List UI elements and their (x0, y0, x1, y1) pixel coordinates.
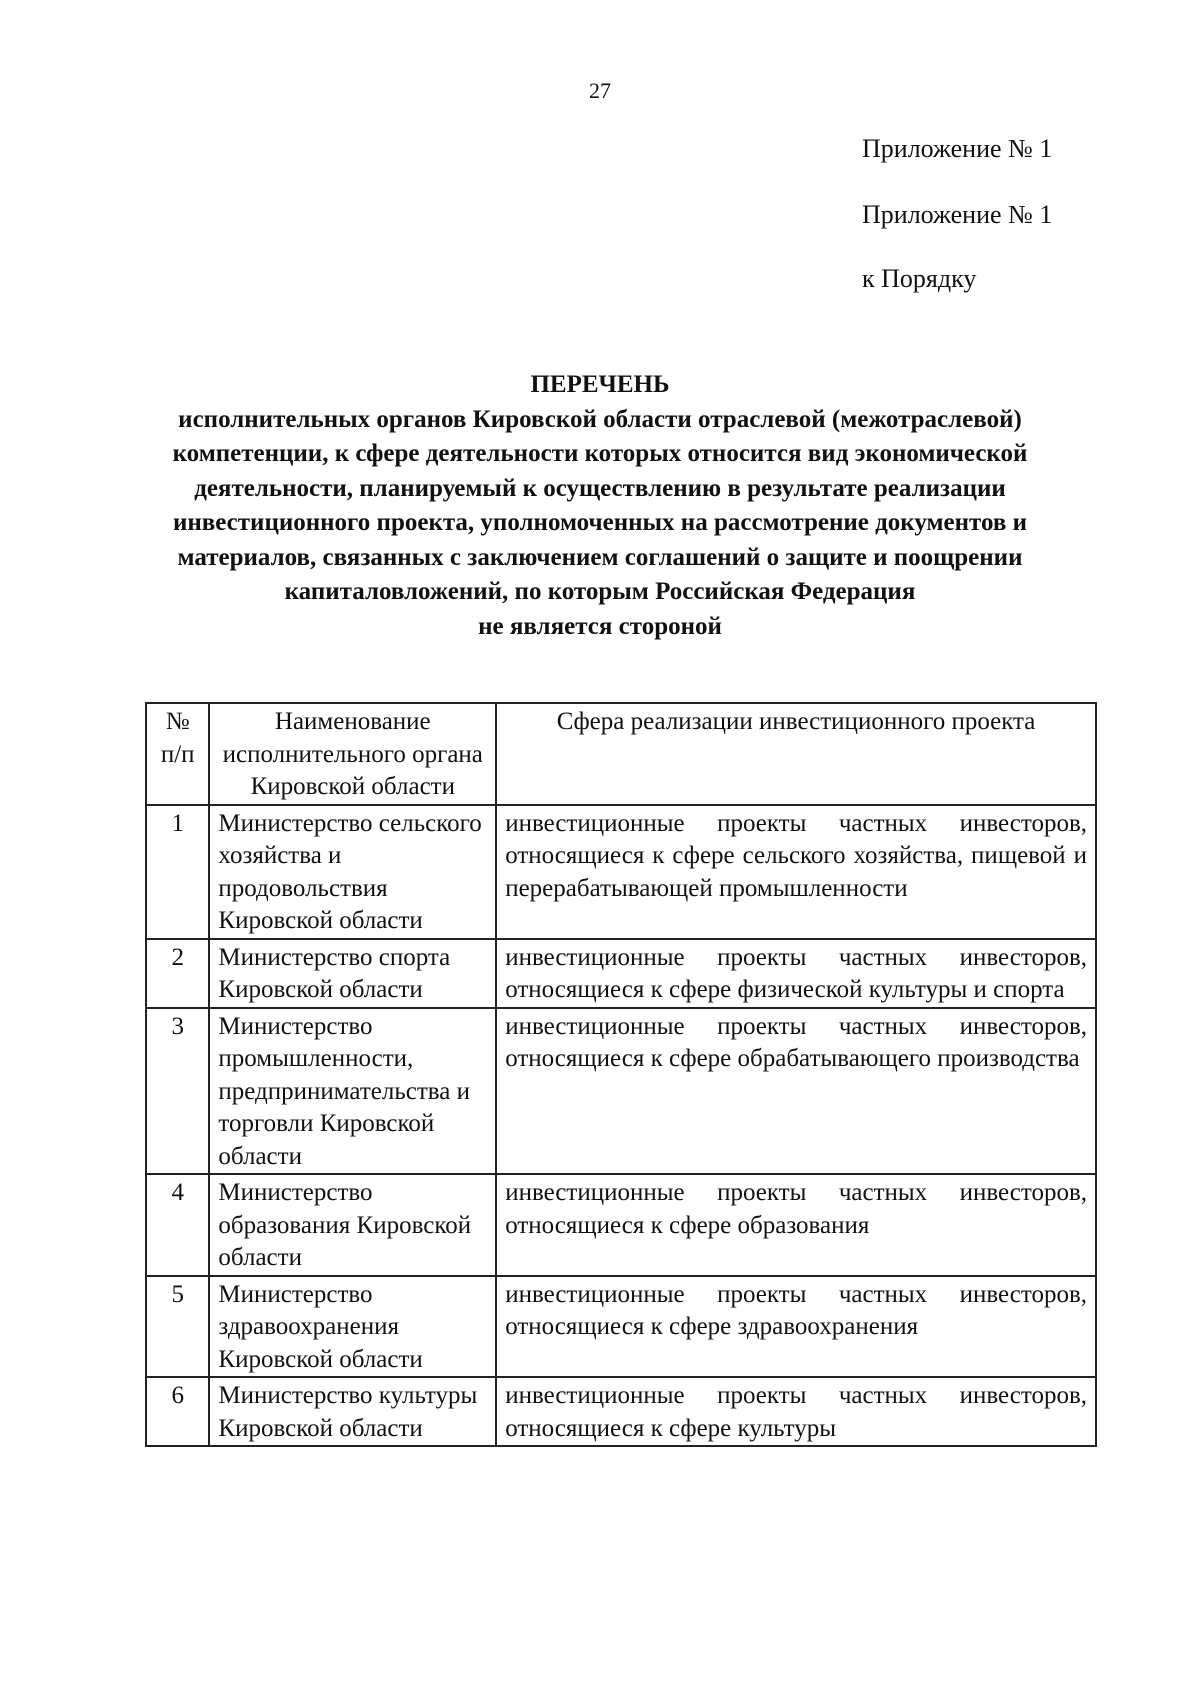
cell-sphere: инвестиционные проекты частных инвесторов, относящиеся к сфере культуры (496, 1377, 1096, 1446)
table-row (146, 1174, 1096, 1276)
cell-num: 2 (146, 939, 209, 1008)
title-line: исполнительных органов Кировской области отраслевой (межотраслевой) (178, 405, 1022, 433)
cell-name: Министерство сельского хозяйства и продовольствия Кировской области (209, 805, 496, 939)
cell-name: Министерство образования Кировской области (209, 1174, 496, 1276)
cell-name: Министерство спорта Кировской области (209, 939, 496, 1008)
appendix-line-3: к Порядку (862, 264, 977, 293)
document-title (100, 368, 1100, 644)
header-sphere: Сфера реализации инвестиционного проекта (496, 703, 1096, 805)
table-header-row (146, 703, 1096, 805)
appendix-line-1: Приложение № 1 (862, 134, 1053, 163)
cell-num: 3 (146, 1008, 209, 1175)
cell-sphere: инвестиционные проекты частных инвесторов, относящиеся к сфере обрабатывающего производства (496, 1008, 1096, 1175)
cell-sphere: инвестиционные проекты частных инвесторов, относящиеся к сфере физической культуры и спорта (496, 939, 1096, 1008)
title-line: материалов, связанных с заключением соглашений о защите и поощрении (177, 543, 1023, 571)
appendix-line-2: Приложение № 1 (862, 200, 1053, 229)
header-num: № п/п (146, 703, 209, 805)
table-row (146, 1276, 1096, 1378)
title-line: компетенции, к сфере деятельности которых относится вид экономической (172, 440, 1028, 467)
cell-name: Министерство здравоохранения Кировской области (209, 1276, 496, 1378)
header-name: Наименование исполнительного органа Кировской области (209, 703, 496, 805)
table-row (146, 1377, 1096, 1446)
cell-num: 1 (146, 805, 209, 939)
executive-bodies-table (145, 702, 1097, 1447)
cell-num: 5 (146, 1276, 209, 1378)
cell-name: Министерство культуры Кировской области (209, 1377, 496, 1446)
cell-num: 4 (146, 1174, 209, 1276)
cell-name: Министерство промышленности, предпринимательства и торговли Кировской области (209, 1008, 496, 1175)
title-line: не является стороной (478, 612, 722, 640)
table-row (146, 1008, 1096, 1175)
cell-num: 6 (146, 1377, 209, 1446)
cell-sphere: инвестиционные проекты частных инвесторов, относящиеся к сфере образования (496, 1174, 1096, 1276)
title-heading: ПЕРЕЧЕНЬ (530, 371, 670, 398)
cell-sphere: инвестиционные проекты частных инвесторов, относящиеся к сфере здравоохранения (496, 1276, 1096, 1378)
table-row (146, 805, 1096, 939)
cell-sphere: инвестиционные проекты частных инвесторов, относящиеся к сфере сельского хозяйства, пищевой и перерабатывающей промышленности (496, 805, 1096, 939)
table-row (146, 939, 1096, 1008)
title-line: деятельности, планируемый к осуществлению в результате реализации (194, 474, 1006, 502)
title-line: капиталовложений, по которым Российская Федерация (284, 578, 916, 605)
page-number: 27 (589, 78, 611, 103)
title-line: инвестиционного проекта, уполномоченных на рассмотрение документов и (172, 509, 1028, 536)
